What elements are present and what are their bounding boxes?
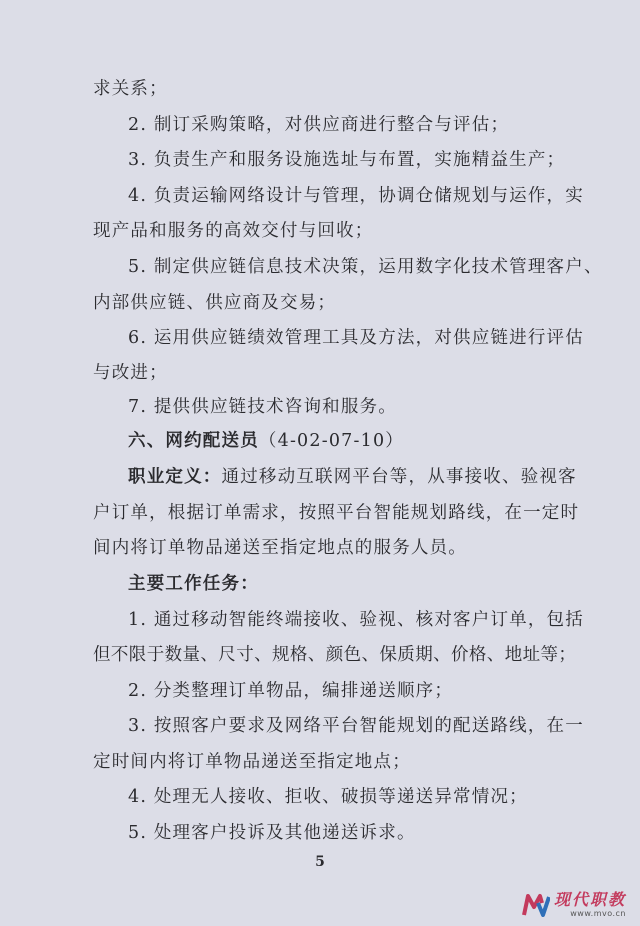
watermark-url: www.mvo.cn — [570, 909, 626, 918]
section-heading — [0, 430, 640, 452]
text-line: 内部供应链、供应商及交易； — [93, 293, 337, 313]
text-line: 3. 负责生产和服务设施选址与布置，实施精益生产； — [128, 150, 566, 170]
text-line: 7. 提供供应链技术咨询和服务。 — [128, 397, 397, 417]
text-line: 求关系； — [93, 79, 168, 99]
definition-text: 通过移动互联网平台等，从事接收、验视客 — [221, 467, 577, 487]
task-line: 定时间内将订单物品递送至指定地点； — [93, 752, 411, 772]
definition-line: 间内将订单物品递送至指定地点的服务人员。 — [93, 538, 467, 558]
watermark-text: 现代职教 — [553, 890, 626, 909]
tasks-label: 主要工作任务： — [128, 574, 259, 594]
text-line: 与改进； — [93, 363, 168, 383]
text-line: 5. 制定供应链信息技术决策，运用数字化技术管理客户、 — [128, 257, 603, 277]
page-number: 5 — [315, 854, 325, 870]
text-line: 6. 运用供应链绩效管理工具及方法，对供应链进行评估 — [128, 328, 584, 348]
definition-label: 职业定义： — [128, 467, 222, 487]
task-line: 5. 处理客户投诉及其他递送诉求。 — [128, 823, 416, 843]
text-line: 现产品和服务的高效交付与回收； — [93, 221, 374, 241]
watermark — [522, 891, 626, 918]
task-line: 1. 通过移动智能终端接收、验视、核对客户订单，包括 — [128, 610, 584, 630]
definition-line — [0, 466, 640, 488]
task-line: 2. 分类整理订单物品，编排递送顺序； — [128, 681, 454, 701]
section-code: （4-02-07-10） — [258, 431, 404, 451]
text-line: 4. 负责运输网络设计与管理，协调仓储规划与运作，实 — [128, 186, 584, 206]
definition-line: 户订单，根据订单需求，按照平台智能规划路线，在一定时 — [93, 503, 580, 523]
task-line: 3. 按照客户要求及网络平台智能规划的配送路线，在一 — [128, 716, 584, 736]
mv-logo-icon — [522, 893, 550, 917]
text-line: 2. 制订采购策略，对供应商进行整合与评估； — [128, 115, 510, 135]
section-title: 六、网约配送员 — [128, 431, 259, 451]
task-line: 但不限于数量、尺寸、规格、颜色、保质期、价格、地址等； — [93, 645, 577, 665]
task-line: 4. 处理无人接收、拒收、破损等递送异常情况； — [128, 787, 528, 807]
